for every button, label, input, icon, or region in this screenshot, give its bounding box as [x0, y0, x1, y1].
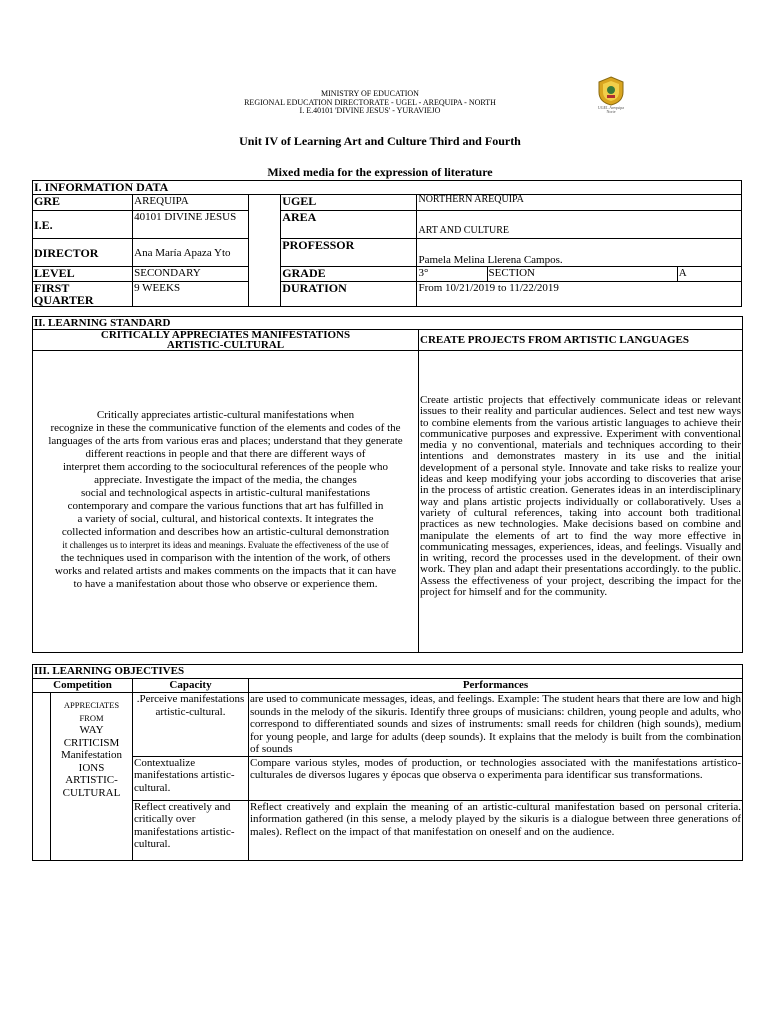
- directorate-line: REGIONAL EDUCATION DIRECTORATE - UGEL - AREQUIPA - NORTH: [244, 97, 496, 107]
- standard-left-heading-line: ARTISTIC-CULTURAL: [166, 339, 285, 351]
- standard-left-line: contemporary and compare the various functions that art has fulfilled in: [67, 500, 384, 512]
- competition-line: IONS: [78, 761, 105, 774]
- capacity-cell: Contextualize manifestations artistic-cultural.: [133, 756, 249, 800]
- ugel-logo-icon: [596, 76, 626, 106]
- competition-line: Manifestation: [60, 749, 123, 761]
- grade-value: 3°: [417, 267, 487, 282]
- level-label: LEVEL: [33, 267, 133, 282]
- quarter-label: FIRST QUARTER: [33, 282, 133, 307]
- standard-right-heading: CREATE PROJECTS FROM ARTISTIC LANGUAGES: [419, 330, 743, 351]
- ugel-value: NORTHERN AREQUIPA: [417, 195, 742, 211]
- section-value: A: [677, 267, 741, 282]
- standard-left-line: interpret them according to the sociocultural references of the people who: [63, 461, 388, 473]
- gre-label: GRE: [33, 195, 133, 211]
- learning-standard-table: [32, 316, 743, 653]
- standard-left-line: languages of the arts from various eras and places; understand that they generate: [48, 435, 403, 447]
- ministry-header: [0, 90, 740, 116]
- standard-left-line: works and related artists and makes comments on the impacts that it can have: [54, 565, 397, 577]
- ie-label: I.E.: [33, 211, 133, 239]
- objectives-section-title: III. LEARNING OBJECTIVES: [33, 665, 743, 679]
- competition-line: WAY: [79, 724, 104, 736]
- ugel-logo: [596, 76, 626, 116]
- standard-section-title: II. LEARNING STANDARD: [33, 317, 743, 330]
- competition-cell: [51, 693, 133, 861]
- spacer-cell: [249, 195, 281, 307]
- capacity-cell: .Perceive manifestations artistic-cultural.: [133, 693, 249, 757]
- competition-line: CRITICISM: [63, 736, 120, 749]
- performance-cell: are used to communicate messages, ideas, and feelings. Example: The student hears that there are low and high sounds in the melody of the sikuris. Identify three groups of musicians: children, young people and adults, who correspond to differentiated sounds and sizes of instruments: small reeds for children (high sounds), medium for young people, and large for adults (deep sounds). It explains that the melody is built from the combination of sounds: [250, 693, 742, 755]
- duration-value: From 10/21/2019 to 11/22/2019: [417, 282, 742, 307]
- ie-value: 40101 DIVINE JESUS: [133, 211, 249, 239]
- competition-header: Competition: [33, 679, 133, 693]
- ugel-label: UGEL: [281, 195, 417, 211]
- performance-cell: Reflect creatively and explain the meaning of an artistic-cultural manifestation based on personal criteria. information gathered (in this sense, a melody played by the sikuris is a dialogue between three generations of males). Reflect on the impact of that manifestation on oneself and on the audience.: [249, 800, 743, 860]
- unit-subtitle: Mixed media for the expression of literature: [267, 165, 493, 179]
- information-table: [32, 180, 742, 307]
- level-value: SECONDARY: [133, 267, 249, 282]
- competition-line: CULTURAL: [62, 786, 121, 799]
- standard-right-text: Create artistic projects that effectively communicate ideas or relevant issues to their reality and particular audiences. Select and test new ways to combine elements from the various artistic languages to achieve their communicative purposes and expressive. Experiment with conventional media y no conventional, materials and techniques according to their intentions and demonstrates mastery in its use and the initial development of a personal style. Innovate and take risks to realize your ideas and keep modifying your jobs according to discoveries that arise in the process of artistic creation. Generates ideas in an interdisciplinary way and plans artistic projects individually or collaboratively. Uses a variety of cultural references, taking into account both traditional practices as new technologies. Make decisions based on combine and manipulate the elements of art to find the way more effective in communicating messages, experiences, ideas, and feelings. Visually and in writing, record the processes used in the development. of their own work. They plan and adapt their presentations accordingly. to the public. Assess the effectiveness of your project, describing the impact for the project for himself and for the community.: [419, 351, 743, 653]
- area-value: ART AND CULTURE: [417, 211, 742, 239]
- gre-value: AREQUIPA: [133, 195, 249, 211]
- director-label: DIRECTOR: [33, 239, 133, 267]
- standard-left-text: [33, 351, 419, 653]
- performances-header: Performances: [249, 679, 743, 693]
- standard-left-line: a variety of social, cultural, and historical contexts. It integrates the: [77, 513, 374, 525]
- standard-left-line: collected information and describes how an artistic-cultural demonstration: [61, 526, 390, 538]
- duration-label: DURATION: [281, 282, 417, 307]
- school-line: I. E.40101 'DIVINE JESUS' - YURAVIEJO: [299, 106, 441, 115]
- unit-title: Unit IV of Learning Art and Culture Third and Fourth: [239, 134, 521, 148]
- ministry-line: MINISTRY OF EDUCATION: [321, 89, 419, 98]
- information-section-title: I. INFORMATION DATA: [33, 181, 742, 195]
- standard-left-heading-line: CRITICALLY APPRECIATES MANIFESTATIONS: [100, 329, 351, 341]
- professor-label: PROFESSOR: [281, 239, 417, 267]
- standard-left-line: it challenges us to interpret its ideas and meanings. Evaluate the effectiveness of the use of: [62, 540, 389, 550]
- capacity-cell: Reflect creatively and critically over manifestations artistic-cultural.: [133, 800, 249, 860]
- quarter-value: 9 WEEKS: [133, 282, 249, 307]
- standard-left-heading: [33, 330, 419, 351]
- standard-left-line: different reactions in people and that there are different ways of: [85, 448, 366, 460]
- standard-left-line: the techniques used in comparison with the intention of the work, of others: [60, 552, 391, 564]
- standard-left-line: appreciate. Investigate the impact of the media, the changes: [94, 474, 357, 486]
- area-label: AREA: [281, 211, 417, 239]
- competition-line: APPRECIATES FROM: [63, 700, 120, 723]
- competition-gutter: [33, 693, 51, 861]
- section-label: SECTION: [487, 267, 677, 282]
- grade-label: GRADE: [281, 267, 417, 282]
- performance-cell: Compare various styles, modes of production, or technologies associated with the manifestations artístico-culturales de diversos lugares y épocas que observa o experimenta para identificar sus transformations.: [249, 756, 743, 800]
- learning-objectives-table: [32, 664, 743, 861]
- competition-line: ARTISTIC-: [65, 774, 118, 786]
- standard-left-line: Critically appreciates artistic-cultural manifestations when: [96, 409, 355, 421]
- capacity-header: Capacity: [133, 679, 249, 693]
- standard-left-line: social and technological aspects in artistic-cultural manifestations: [81, 487, 370, 499]
- standard-left-line: recognize in these the communicative function of the elements and codes of the: [50, 422, 401, 434]
- professor-value: Pamela Melina Llerena Campos.: [417, 239, 742, 267]
- logo-caption: UGEL Arequipa Norte: [597, 105, 625, 114]
- standard-left-line: to have a manifestation about those who observe or experience them.: [73, 578, 378, 590]
- director-value: Ana María Apaza Yto: [133, 239, 249, 267]
